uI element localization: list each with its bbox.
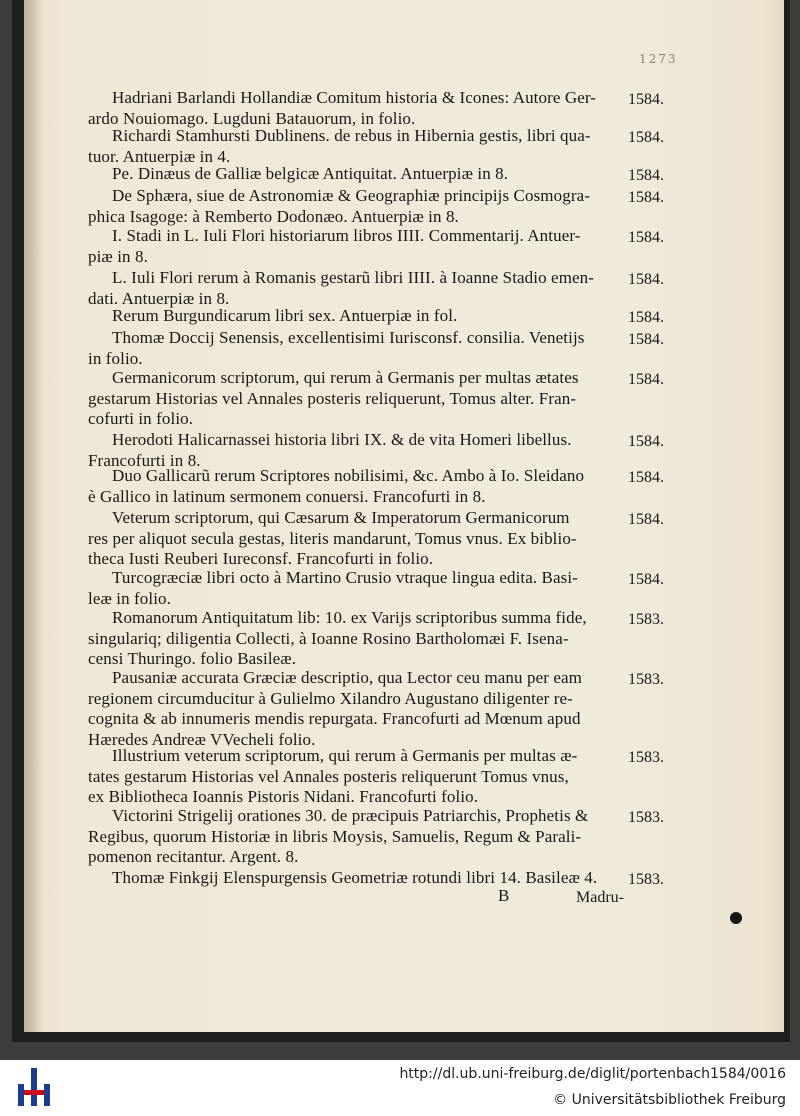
publication-year: 1583.: [628, 611, 664, 628]
permalink-url[interactable]: http://dl.ub.uni-freiburg.de/diglit/portenbach1584/0016: [399, 1066, 786, 1082]
publication-year: 1584.: [628, 511, 664, 528]
publication-year: 1583.: [628, 809, 664, 826]
publication-year: 1584.: [628, 189, 664, 206]
book-page: [24, 0, 784, 1032]
publication-year: 1583.: [628, 671, 664, 688]
entry-continuation-line: gestarum Historias vel Annales posteris reliquerunt, Tomus alter. Fran-: [88, 388, 577, 408]
entry-continuation-line: tuor. Antuerpiæ in 4.: [88, 146, 231, 166]
publication-year: 1584.: [628, 129, 664, 146]
entry-first-line: Thomæ Finkgij Elenspurgensis Geometriæ rotundi libri 14. Basileæ 4.: [112, 868, 598, 887]
publication-year: 1584.: [628, 91, 664, 108]
entry-first-line: I. Stadi in L. Iuli Flori historiarum libros IIII. Commentarij. Antuer-: [112, 226, 581, 245]
entry-first-line: Hadriani Barlandi Hollandiæ Comitum historia & Icones: Autore Ger-: [112, 88, 597, 107]
entry-first-line: Herodoti Halicarnassei historia libri IX. & de vita Homeri libellus.: [112, 430, 572, 449]
publication-year: 1584.: [628, 229, 664, 246]
entry-continuation-line: censi Thuringo. folio Basileæ.: [88, 649, 297, 668]
publication-year: 1584.: [628, 571, 664, 588]
entry-first-line: Thomæ Doccij Senensis, excellentisimi Iurisconsf. consilia. Venetijs: [112, 328, 585, 347]
publication-year: 1584.: [628, 331, 664, 348]
entry-first-line: Pausaniæ accurata Græciæ descriptio, qua Lector ceu manu per eam: [112, 668, 582, 687]
entry-continuation-line: Francofurti in 8.: [88, 450, 201, 470]
catchword: Madru-: [576, 889, 624, 906]
publication-year: 1584.: [628, 167, 664, 184]
entry-continuation-line: dati. Antuerpiæ in 8.: [88, 288, 230, 308]
entry-continuation-line: piæ in 8.: [88, 246, 148, 266]
entry-continuation-line: tates gestarum Historias vel Annales posteris reliquerunt Tomus vnus,: [88, 766, 569, 786]
entry-first-line: Turcogræciæ libri octo à Martino Crusio vtraque lingua edita. Basi-: [112, 568, 578, 587]
entry-first-line: Duo Gallicarũ rerum Scriptores nobilisimi, &c. Ambo à Io. Sleidano: [112, 466, 585, 485]
entry-continuation-line: cognita & ab innumeris mendis repurgata. Francofurti ad Mœnum apud: [88, 709, 581, 728]
entry-continuation-line: pomenon recitantur. Argent. 8.: [88, 847, 299, 866]
page-corner-number: 1273: [639, 52, 678, 66]
entry-first-line: De Sphæra, siue de Astronomiæ & Geographiæ principijs Cosmogra-: [112, 186, 590, 205]
entry-continuation-line: res per aliquot secula gestas, literis mandarunt, Tomus vnus. Ex biblio-: [88, 528, 577, 548]
entry-first-line: Pe. Dinæus de Galliæ belgicæ Antiquitat. Antuerpiæ in 8.: [112, 164, 509, 183]
entry-continuation-line: singulariq; diligentia Collecti, à Ioanne Rosino Bartholomæi F. Isena-: [88, 628, 569, 648]
entry-continuation-line: Regibus, quorum Historiæ in libris Moysis, Samuelis, Regum & Parali-: [88, 826, 582, 846]
entry-continuation-line: è Gallico in latinum sermonem conuersi. Francofurti in 8.: [88, 486, 486, 506]
signature-mark: B: [498, 886, 510, 905]
copyright-text: © Universitätsbibliothek Freiburg: [553, 1092, 786, 1108]
entry-continuation-line: leæ in folio.: [88, 588, 171, 608]
publication-year: 1583.: [628, 749, 664, 766]
publication-year: 1584.: [628, 271, 664, 288]
entry-first-line: Richardi Stamhursti Dublinens. de rebus in Hibernia gestis, libri qua-: [112, 126, 591, 145]
entry-continuation-line: regionem circumducitur à Gulielmo Xilandro Augustano diligenter re-: [88, 688, 573, 708]
page-gutter: [24, 0, 44, 1032]
entry-continuation-line: ardo Nouiomago. Lugduni Batauorum, in folio.: [88, 108, 416, 128]
publication-year: 1584.: [628, 371, 664, 388]
entry-first-line: Veterum scriptorum, qui Cæsarum & Imperatorum Germanicorum: [112, 508, 570, 527]
entry-continuation-line: Hæredes Andreæ VVecheli folio.: [88, 729, 316, 749]
entry-continuation-line: ex Bibliotheca Ioannis Pistoris Nidani. Francofurti folio.: [88, 787, 479, 806]
entry-first-line: L. Iuli Flori rerum à Romanis gestarũ libri IIII. à Ioanne Stadio emen-: [112, 268, 595, 287]
entry-continuation-line: phica Isagoge: à Remberto Dodonæo. Antuerpiæ in 8.: [88, 206, 459, 226]
library-logo-icon: [14, 1066, 54, 1110]
viewer-footer: [0, 1060, 800, 1116]
entry-continuation-line: cofurti in folio.: [88, 409, 194, 428]
publication-year: 1584.: [628, 469, 664, 486]
publication-year: 1584.: [628, 433, 664, 450]
entry-continuation-line: in folio.: [88, 348, 143, 368]
binding-hole: [730, 912, 742, 924]
entry-continuation-line: theca Iusti Reuberi Iureconsf. Francofurti in folio.: [88, 549, 434, 568]
entry-first-line: Germanicorum scriptorum, qui rerum à Germanis per multas ætates: [112, 368, 579, 387]
publication-year: 1584.: [628, 309, 664, 326]
publication-year: 1583.: [628, 871, 664, 888]
entry-first-line: Illustrium veterum scriptorum, qui rerum à Germanis per multas æ-: [112, 746, 578, 765]
entry-first-line: Victorini Strigelij orationes 30. de præcipuis Patriarchis, Prophetis &: [112, 806, 589, 825]
entry-first-line: Romanorum Antiquitatum lib: 10. ex Varijs scriptoribus summa fide,: [112, 608, 587, 627]
entry-first-line: Rerum Burgundicarum libri sex. Antuerpiæ in fol.: [112, 306, 458, 325]
